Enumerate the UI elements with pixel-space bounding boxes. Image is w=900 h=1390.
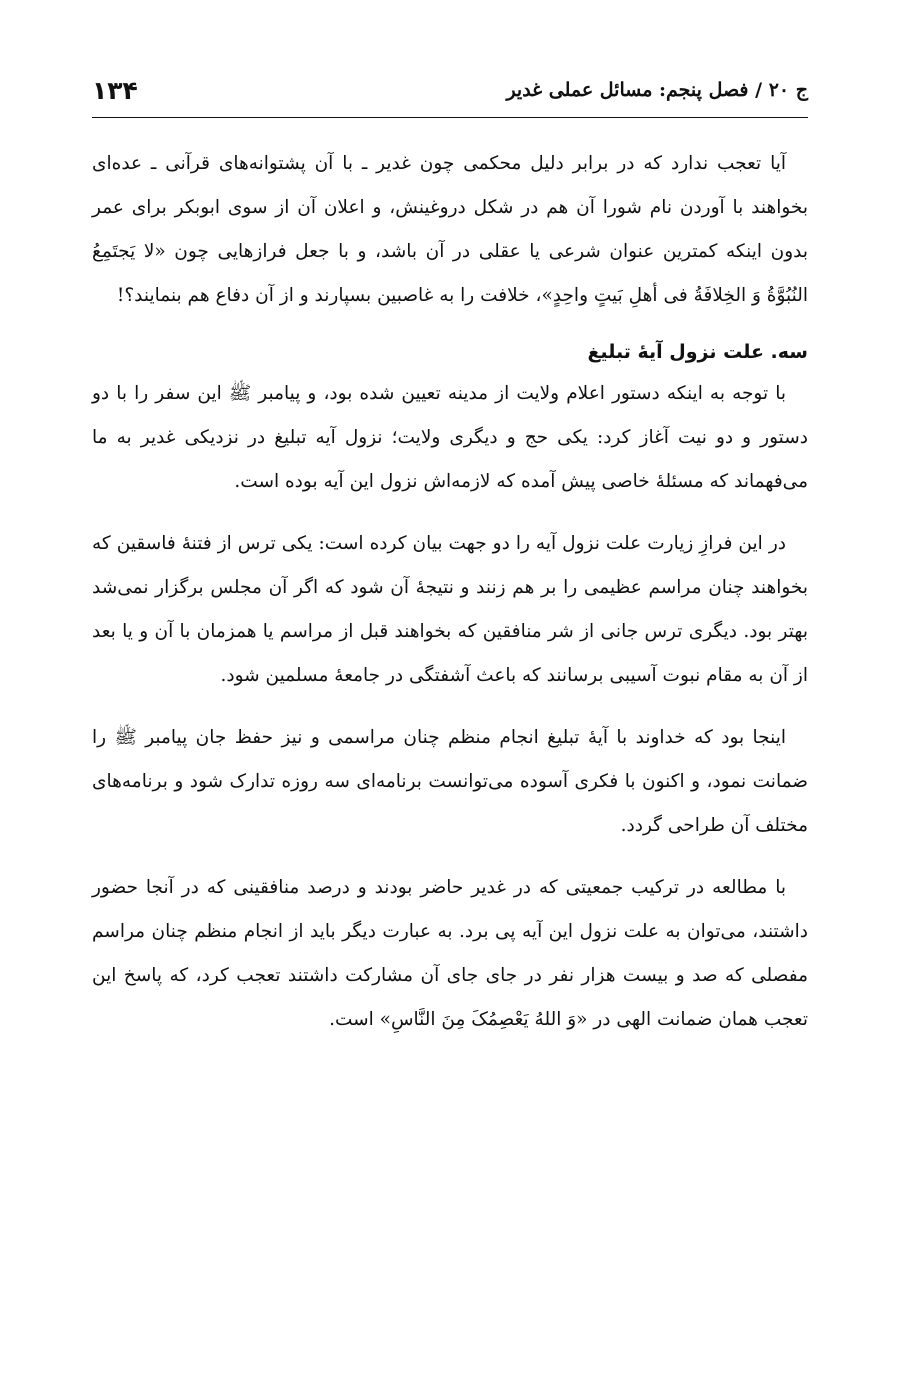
paragraph-1-text-before: آیا تعجب ندارد که در برابر دلیل محکمی چون غدیر ـ با آن پشتوانه‌های قرآنی ـ عده‌ای بخواهند با آوردن نام شورا آن هم در شکل دروغینش، و اعلان آن از سوی ابوبکر برای عمر بدون اینکه کمترین عنوان شرعی یا عقلی در آن باشد، و با جعل فرازهایی چون « [92,153,808,262]
paragraph-5 [92,866,808,1042]
header-divider [92,117,808,118]
page-body [92,142,808,1042]
arabic-quote-1: لا یَجتَمِعُ النُبُوَّةُ وَ الخِلافَةُ فی أهلِ بَیتٍ واحِدٍ [92,241,808,306]
book-page [92,0,808,1390]
page-number: ۱۳۴ [92,75,138,105]
running-header [92,68,808,112]
quran-quote: وَ اللهُ یَعْصِمُکَ مِنَ النَّاسِ [390,1009,577,1030]
section-heading: سه. علت نزول آیهٔ تبلیغ [587,341,808,363]
paragraph-1 [92,142,808,318]
paragraph-3: در این فرازِ زیارت علت نزول آیه را دو جهت بیان کرده است: یکی ترس از فتنهٔ فاسقین که بخواهند چنان مراسم عظیمی را بر هم زنند و نتیجهٔ آن شود که اگر آن مجلس برگزار نمی‌شد بهتر بود. دیگری ترس جانی از شر منافقین که بخواهند قبل از مراسم یا همزمان با آن و یا بعد از آن به مقام نبوت آسیبی برسانند که باعث آشفتگی در جامعهٔ مسلمین شود. [92,533,808,686]
paragraph-5-text-after: » است. [329,1009,391,1030]
paragraph-4: اینجا بود که خداوند با آیهٔ تبلیغ انجام منظم چنان مراسمی و نیز حفظ جان پیامبر ﷺ را ضمانت نمود، و اکنون با فکری آسوده می‌توانست برنامه‌ای سه روزه تدارک شود و برنامه‌های مختلف آن طراحی گردد. [92,727,808,836]
running-title: ج ۲۰ / فصل پنجم: مسائل عملی غدیر [506,79,808,101]
paragraph-5-text-before: با مطالعه در ترکیب جمعیتی که در غدیر حاضر بودند و درصد منافقینی که در آنجا حضور داشتند، می‌توان به علت نزول این آیه پی برد. به عبارت دیگر باید از انجام منظم چنان مراسم مفصلی که صد و بیست هزار نفر در جای جای آن مشارکت داشتند تعجب کرد، که پاسخ این تعجب همان ضمانت الهی در « [92,877,808,1030]
paragraph-1-text-after: »، خلافت را به غاصبین بسپارند و از آن دفاع هم بنمایند؟! [116,285,553,306]
paragraph-2: با توجه به اینکه دستور اعلام ولایت از مدینه تعیین شده بود، و پیامبر ﷺ این سفر را با دو دستور و دو نیت آغاز کرد: یکی حج و دیگری ولایت؛ نزول آیه تبلیغ در نزدیکی غدیر به ما می‌فهماند که مسئلهٔ خاصی پیش آمده که لازمه‌اش نزول این آیه بوده است. [92,383,808,492]
